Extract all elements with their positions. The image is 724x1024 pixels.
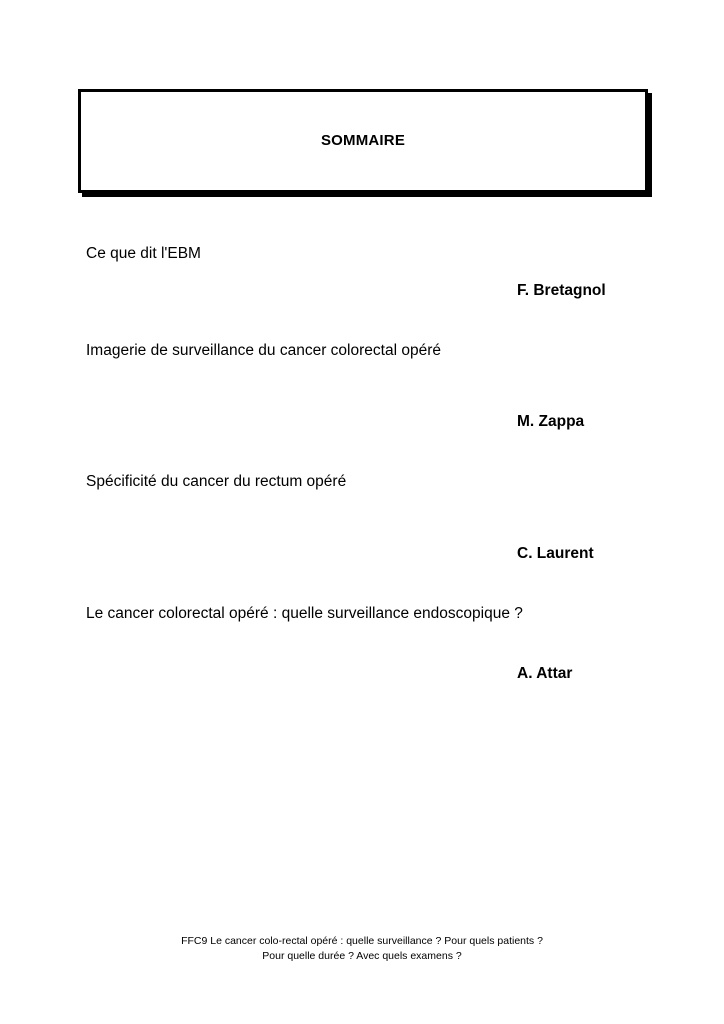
- toc-entry-author: A. Attar: [517, 665, 573, 682]
- toc-entry-author: F. Bretagnol: [517, 282, 606, 299]
- toc-entry-title: Imagerie de surveillance du cancer colorectal opéré: [86, 342, 441, 359]
- toc-entry-title: Ce que dit l'EBM: [86, 245, 201, 262]
- toc-entry-title: Le cancer colorectal opéré : quelle surveillance endoscopique ?: [86, 605, 523, 622]
- page-footer: [0, 934, 724, 964]
- toc-entry-author: M. Zappa: [517, 413, 585, 430]
- page-title: SOMMAIRE: [320, 132, 406, 149]
- footer-line-1: FFC9 Le cancer colo-rectal opéré : quelle surveillance ? Pour quels patients ?: [181, 935, 543, 947]
- toc-entry-author: C. Laurent: [517, 545, 594, 562]
- toc-entry-title: Spécificité du cancer du rectum opéré: [86, 473, 347, 490]
- footer-line-2: Pour quelle durée ? Avec quels examens ?: [262, 950, 462, 962]
- title-box: [78, 89, 648, 193]
